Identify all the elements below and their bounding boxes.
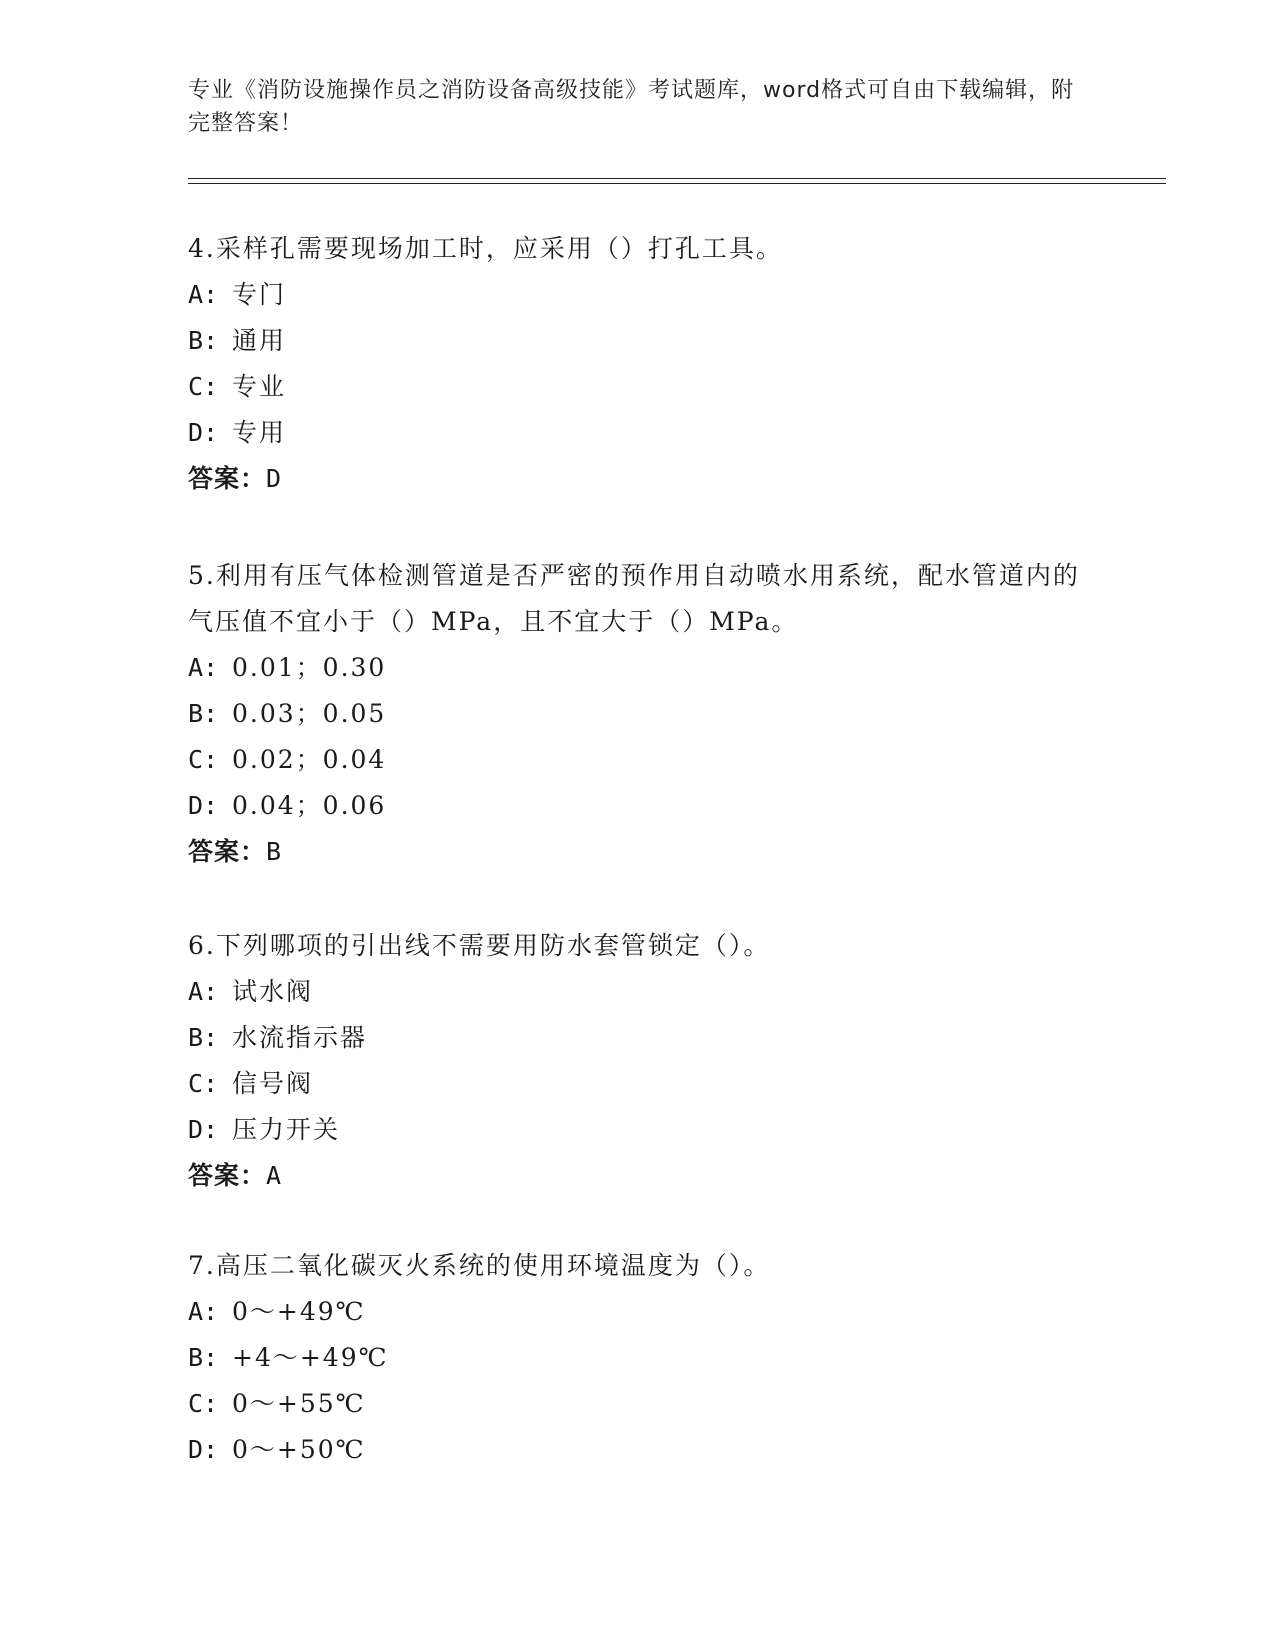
- option-b: B: +4～+49℃: [188, 1343, 389, 1372]
- option-b: B: 0.03；0.05: [188, 699, 387, 728]
- option-text: 0.03；0.05: [232, 699, 387, 728]
- question-stem: 4.采样孔需要现场加工时，应采用（）打孔工具。: [188, 234, 783, 263]
- option-text: 通用: [232, 326, 287, 355]
- option-text: 0～+49℃: [232, 1297, 366, 1326]
- option-text: 0～+55℃: [232, 1389, 366, 1418]
- option-a: A: 专门: [188, 280, 287, 309]
- question-stem: 7.高压二氧化碳灭火系统的使用环境温度为（）。: [188, 1251, 771, 1280]
- option-text: 试水阀: [232, 977, 314, 1006]
- option-text: 0.02；0.04: [232, 745, 387, 774]
- option-b: B: 水流指示器: [188, 1023, 368, 1052]
- answer: 答案：A: [188, 1161, 283, 1190]
- option-text: 压力开关: [232, 1115, 341, 1144]
- option-c: C: 0～+55℃: [188, 1389, 366, 1418]
- option-text: 水流指示器: [232, 1023, 368, 1052]
- option-text: 信号阀: [232, 1069, 314, 1098]
- option-c: C: 0.02；0.04: [188, 745, 387, 774]
- option-a: A: 0.01；0.30: [188, 653, 387, 682]
- option-text: +4～+49℃: [232, 1343, 389, 1372]
- document-header: 专业《消防设施操作员之消防设备高级技能》考试题库，word格式可自由下载编辑，附完整答案！: [188, 78, 1075, 136]
- option-d: D: 0～+50℃: [188, 1435, 366, 1464]
- option-text: 0.04；0.06: [232, 791, 387, 820]
- question-6: [188, 923, 1088, 1199]
- option-d: D: 专用: [188, 418, 287, 447]
- question-7: [188, 1243, 1088, 1473]
- header-rule-bottom: [188, 183, 1166, 184]
- question-4: [188, 226, 1088, 502]
- option-a: A: 0～+49℃: [188, 1297, 366, 1326]
- option-b: B: 通用: [188, 326, 287, 355]
- header-rule-top: [188, 178, 1166, 179]
- option-text: 0.01；0.30: [232, 653, 387, 682]
- answer-value: D: [266, 464, 283, 493]
- option-c: C: 信号阀: [188, 1069, 314, 1098]
- option-d: D: 压力开关: [188, 1115, 341, 1144]
- option-c: C: 专业: [188, 372, 287, 401]
- option-a: A: 试水阀: [188, 977, 314, 1006]
- option-text: 0～+50℃: [232, 1435, 366, 1464]
- answer: 答案：D: [188, 464, 283, 493]
- question-5: [188, 553, 1088, 875]
- answer-value: B: [266, 837, 283, 866]
- answer: 答案：B: [188, 837, 283, 866]
- question-stem: 5.利用有压气体检测管道是否严密的预作用自动喷水用系统，配水管道内的气压值不宜小于（）MPa，且不宜大于（）MPa。: [188, 561, 1080, 636]
- option-text: 专用: [232, 418, 287, 447]
- answer-value: A: [266, 1161, 283, 1190]
- option-text: 专门: [232, 280, 287, 309]
- question-stem: 6.下列哪项的引出线不需要用防水套管锁定（）。: [188, 931, 771, 960]
- option-d: D: 0.04；0.06: [188, 791, 387, 820]
- option-text: 专业: [232, 372, 287, 401]
